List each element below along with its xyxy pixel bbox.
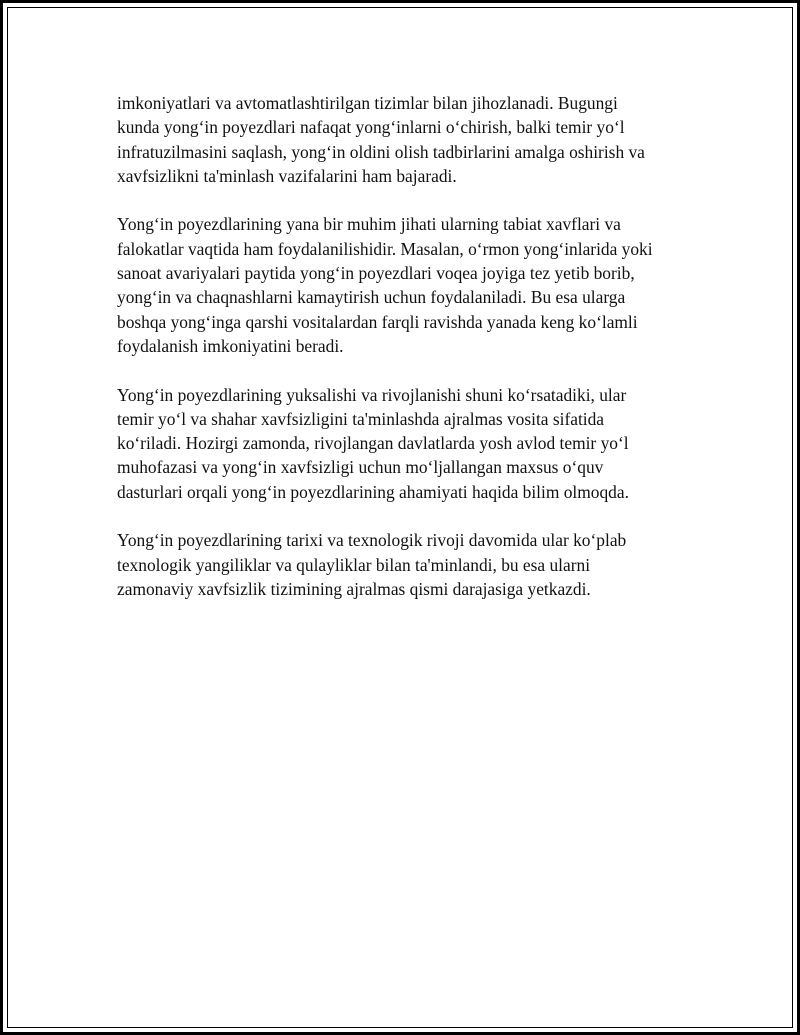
text-line: boshqa yong‘inga qarshi vositalardan farqli ravishda yanada keng ko‘lamli <box>117 311 638 332</box>
text-line: imkoniyatlari va avtomatlashtirilgan tizimlar bilan jihozlanadi. Bugungi <box>117 93 618 113</box>
text-line: sanoat avariyalari paytida yong‘in poyezdlari voqea joyiga tez yetib borib, <box>117 263 635 284</box>
paragraph-2 <box>117 212 697 358</box>
text-line: infratuzilmasini saqlash, yong‘in oldini olish tadbirlarini amalga oshirish va <box>117 141 645 162</box>
text-line: Yong‘in poyezdlarining yana bir muhim jihati ularning tabiat xavflari va <box>117 214 621 235</box>
paragraph-4 <box>117 528 697 601</box>
text-line: muhofazasi va yong‘in xavfsizligi uchun mo‘ljallangan maxsus o‘quv <box>117 457 604 478</box>
text-line: foydalanish imkoniyatini beradi. <box>117 335 344 356</box>
text-line: xavfsizlikni ta'minlash vazifalarini ham bajaradi. <box>117 165 457 186</box>
document-body <box>117 91 697 626</box>
text-line: zamonaviy xavfsizlik tizimining ajralmas qismi darajasiga yetkazdi. <box>117 578 591 599</box>
text-line: texnologik yangiliklar va qulayliklar bilan ta'minlandi, bu esa ularni <box>117 554 591 575</box>
text-line: Yong‘in poyezdlarining yuksalishi va rivojlanishi shuni ko‘rsatadiki, ular <box>117 384 627 405</box>
text-line: kunda yong‘in poyezdlari nafaqat yong‘inlarni o‘chirish, balki temir yo‘l <box>117 117 625 138</box>
text-line: falokatlar vaqtida ham foydalanilishidir. Masalan, o‘rmon yong‘inlarida yoki <box>117 238 653 259</box>
paragraph-1 <box>117 91 697 188</box>
text-line: ko‘riladi. Hozirgi zamonda, rivojlangan davlatlarda yosh avlod temir yo‘l <box>117 433 629 454</box>
text-line: Yong‘in poyezdlarining tarixi va texnologik rivoji davomida ular ko‘plab <box>117 530 627 551</box>
paragraph-3 <box>117 383 697 504</box>
text-line: dasturlari orqali yong‘in poyezdlarining ahamiyati haqida bilim olmoqda. <box>117 481 629 502</box>
text-line: yong‘in va chaqnashlarni kamaytirish uchun foydalaniladi. Bu esa ularga <box>117 287 626 308</box>
text-line: temir yo‘l va shahar xavfsizligini ta'minlashda ajralmas vosita sifatida <box>117 408 605 429</box>
